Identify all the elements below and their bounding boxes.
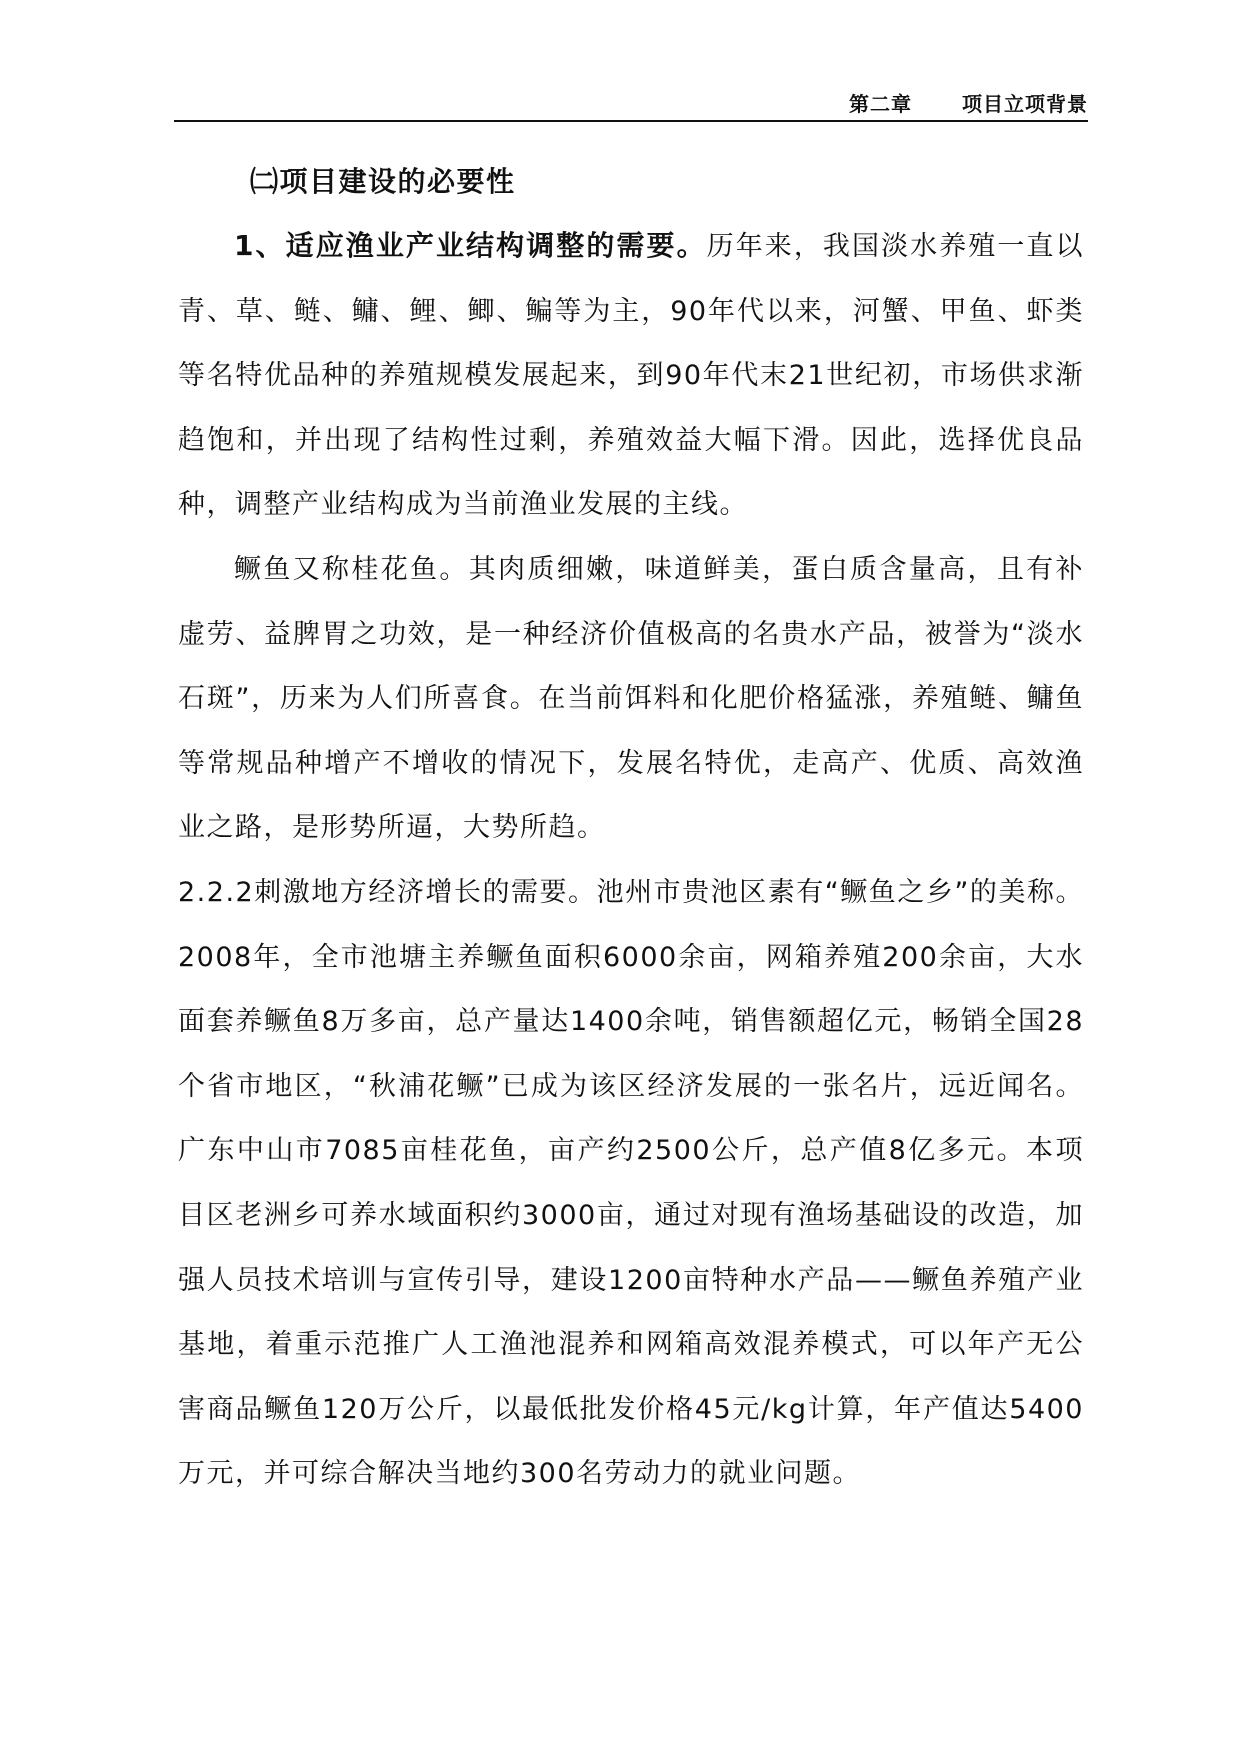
paragraph-2: 鳜鱼又称桂花鱼。其肉质细嫩，味道鲜美，蛋白质含量高，且有补虚劳、益脾胃之功效，是一种经济价值极高的名贵水产品，被誉为“淡水石斑”，历来为人们所喜食。在当前饵料和化肥价格猛涨，养殖鲢、鳙鱼等常规品种增产不增收的情况下，发展名特优，走高产、优质、高效渔业之路，是形势所逼，大势所趋。 bbox=[178, 553, 1084, 844]
document-body bbox=[178, 150, 1084, 1507]
paragraph-1-lead: 1、适应渔业产业结构调整的需要。 bbox=[234, 229, 707, 262]
paragraph-3: 2.2.2刺激地方经济增长的需要。池州市贵池区素有“鳜鱼之乡”的美称。2008年，全市池塘主养鳜鱼面积6000余亩，网箱养殖200余亩，大水面套养鳜鱼8万多亩，总产量达1400余吨，销售额超亿元，畅销全国28个省市地区，“秋浦花鳜”已成为该区经济发展的一张名片，远近闻名。广东中山市7085亩桂花鱼，亩产约2500公斤，总产值8亿多元。本项目区老洲乡可养水域面积约3000亩，通过对现有渔场基础设的改造，加强人员技术培训与宣传引导，建设1200亩特种水产品——鳜鱼养殖产业基地，着重示范推广人工渔池混养和网箱高效混养模式，可以年产无公害商品鳜鱼120万公斤，以最低批发价格45元/kg计算，年产值达5400万元，并可综合解决当地约300名劳动力的就业问题。 bbox=[178, 876, 1084, 1490]
section-heading: ㈡项目建设的必要性 bbox=[250, 165, 516, 198]
header-title: 项目立项背景 bbox=[962, 92, 1088, 116]
header-chapter: 第二章 bbox=[849, 92, 912, 116]
page-header bbox=[174, 84, 1088, 122]
paragraph-1-body: 历年来，我国淡水养殖一直以青、草、鲢、鳙、鲤、鲫、鳊等为主，90年代以来，河蟹、甲鱼、虾类等名特优品种的养殖规模发展起来，到90年代末21世纪初，市场供求渐趋饱和，并出现了结构性过剩，养殖效益大幅下滑。因此，选择优良品种，调整产业结构成为当前渔业发展的主线。 bbox=[178, 231, 1085, 521]
paragraph-1 bbox=[178, 214, 1084, 538]
